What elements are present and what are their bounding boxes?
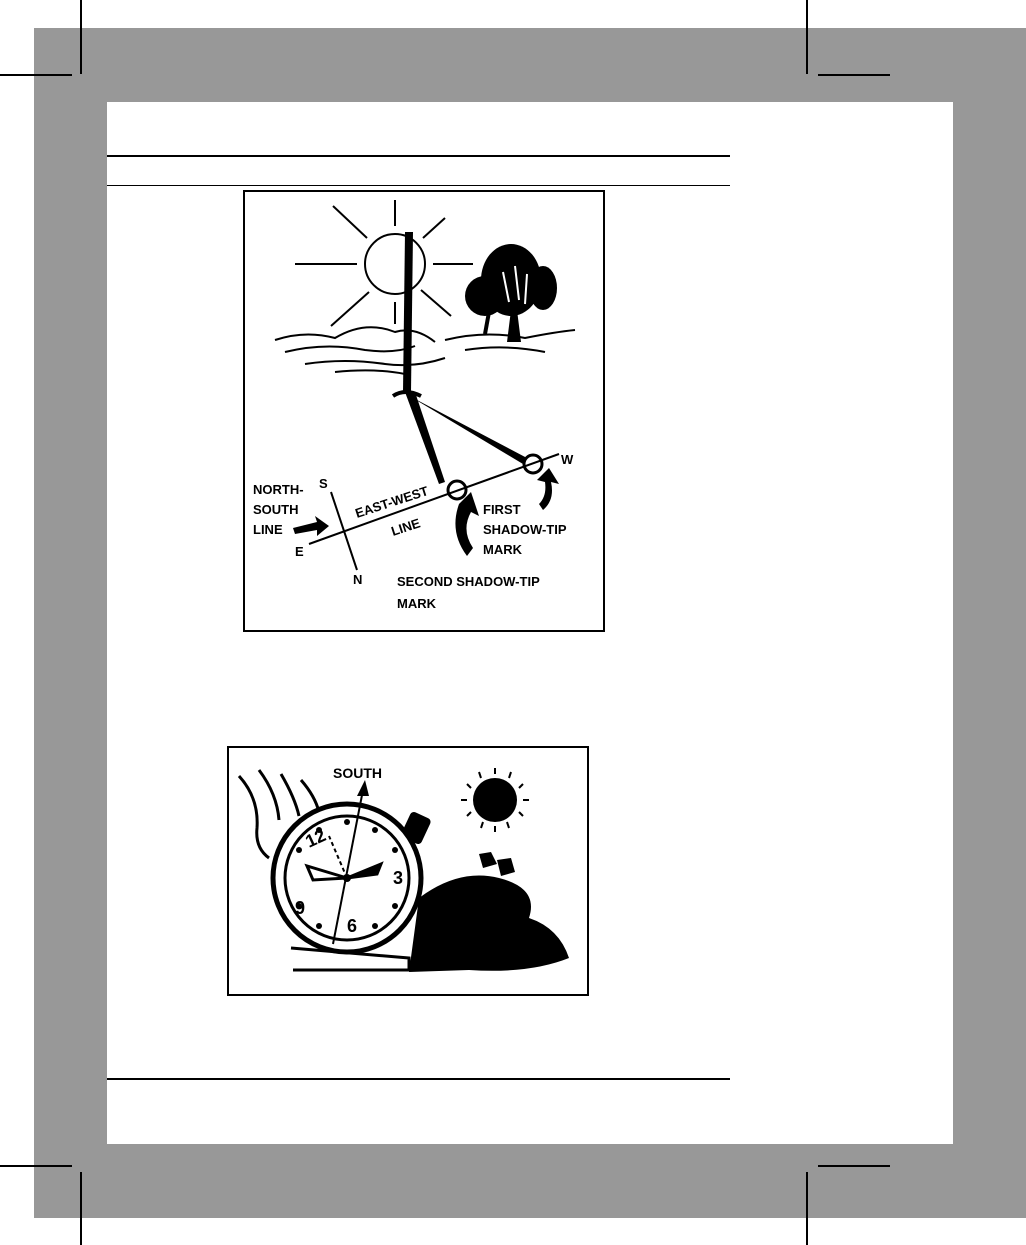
label-first-mark-1: FIRST (483, 502, 521, 517)
south-arrow-icon (357, 780, 369, 796)
label-north-south-1: NORTH- (253, 482, 304, 497)
dial-number-12: 12 (302, 825, 329, 852)
footer-rule (107, 1078, 730, 1080)
label-first-mark-3: MARK (483, 542, 522, 557)
label-south: SOUTH (333, 765, 382, 781)
crop-mark-top-right-h (818, 74, 890, 76)
landscape-horizon (275, 327, 575, 374)
crop-mark-bottom-right-v (806, 1172, 808, 1245)
label-compass-s: S (319, 476, 328, 491)
crop-mark-top-left-v (80, 0, 82, 74)
label-north-south-2: SOUTH (253, 502, 299, 517)
crop-mark-top-right-v (806, 0, 808, 74)
label-east-west-1: EAST-WEST (353, 483, 431, 521)
figure-watch-method (227, 746, 589, 996)
header-rule-top (107, 155, 730, 157)
sun-icon (295, 200, 473, 326)
tree-icon (465, 244, 557, 342)
label-north-south-3: LINE (253, 522, 283, 537)
label-compass-e: E (295, 544, 304, 559)
shadow-stick (403, 232, 413, 392)
crop-mark-bottom-right-h (818, 1165, 890, 1167)
label-second-mark-2: MARK (397, 596, 436, 611)
crop-mark-top-left-h (0, 74, 72, 76)
dial-number-6: 6 (347, 916, 358, 936)
crop-mark-bottom-left-h (0, 1165, 72, 1167)
figure-shadow-tip-method (243, 190, 605, 632)
label-compass-n: N (353, 572, 363, 587)
label-east-west-2: LINE (389, 515, 423, 539)
label-compass-w: W (561, 452, 574, 467)
sun-icon (461, 768, 529, 832)
header-rule-bottom (107, 185, 730, 186)
dial-number-3: 3 (393, 868, 404, 888)
stick-shadows (393, 392, 527, 484)
north-south-line (331, 492, 357, 570)
crop-mark-bottom-left-v (80, 1172, 82, 1245)
wrist-shadow (409, 876, 569, 973)
shadow-tip-illustration (245, 192, 603, 630)
dial-number-9: 9 (295, 898, 306, 918)
label-second-mark-1: SECOND SHADOW-TIP (397, 574, 540, 589)
watch-illustration (229, 748, 587, 994)
label-first-mark-2: SHADOW-TIP (483, 522, 567, 537)
